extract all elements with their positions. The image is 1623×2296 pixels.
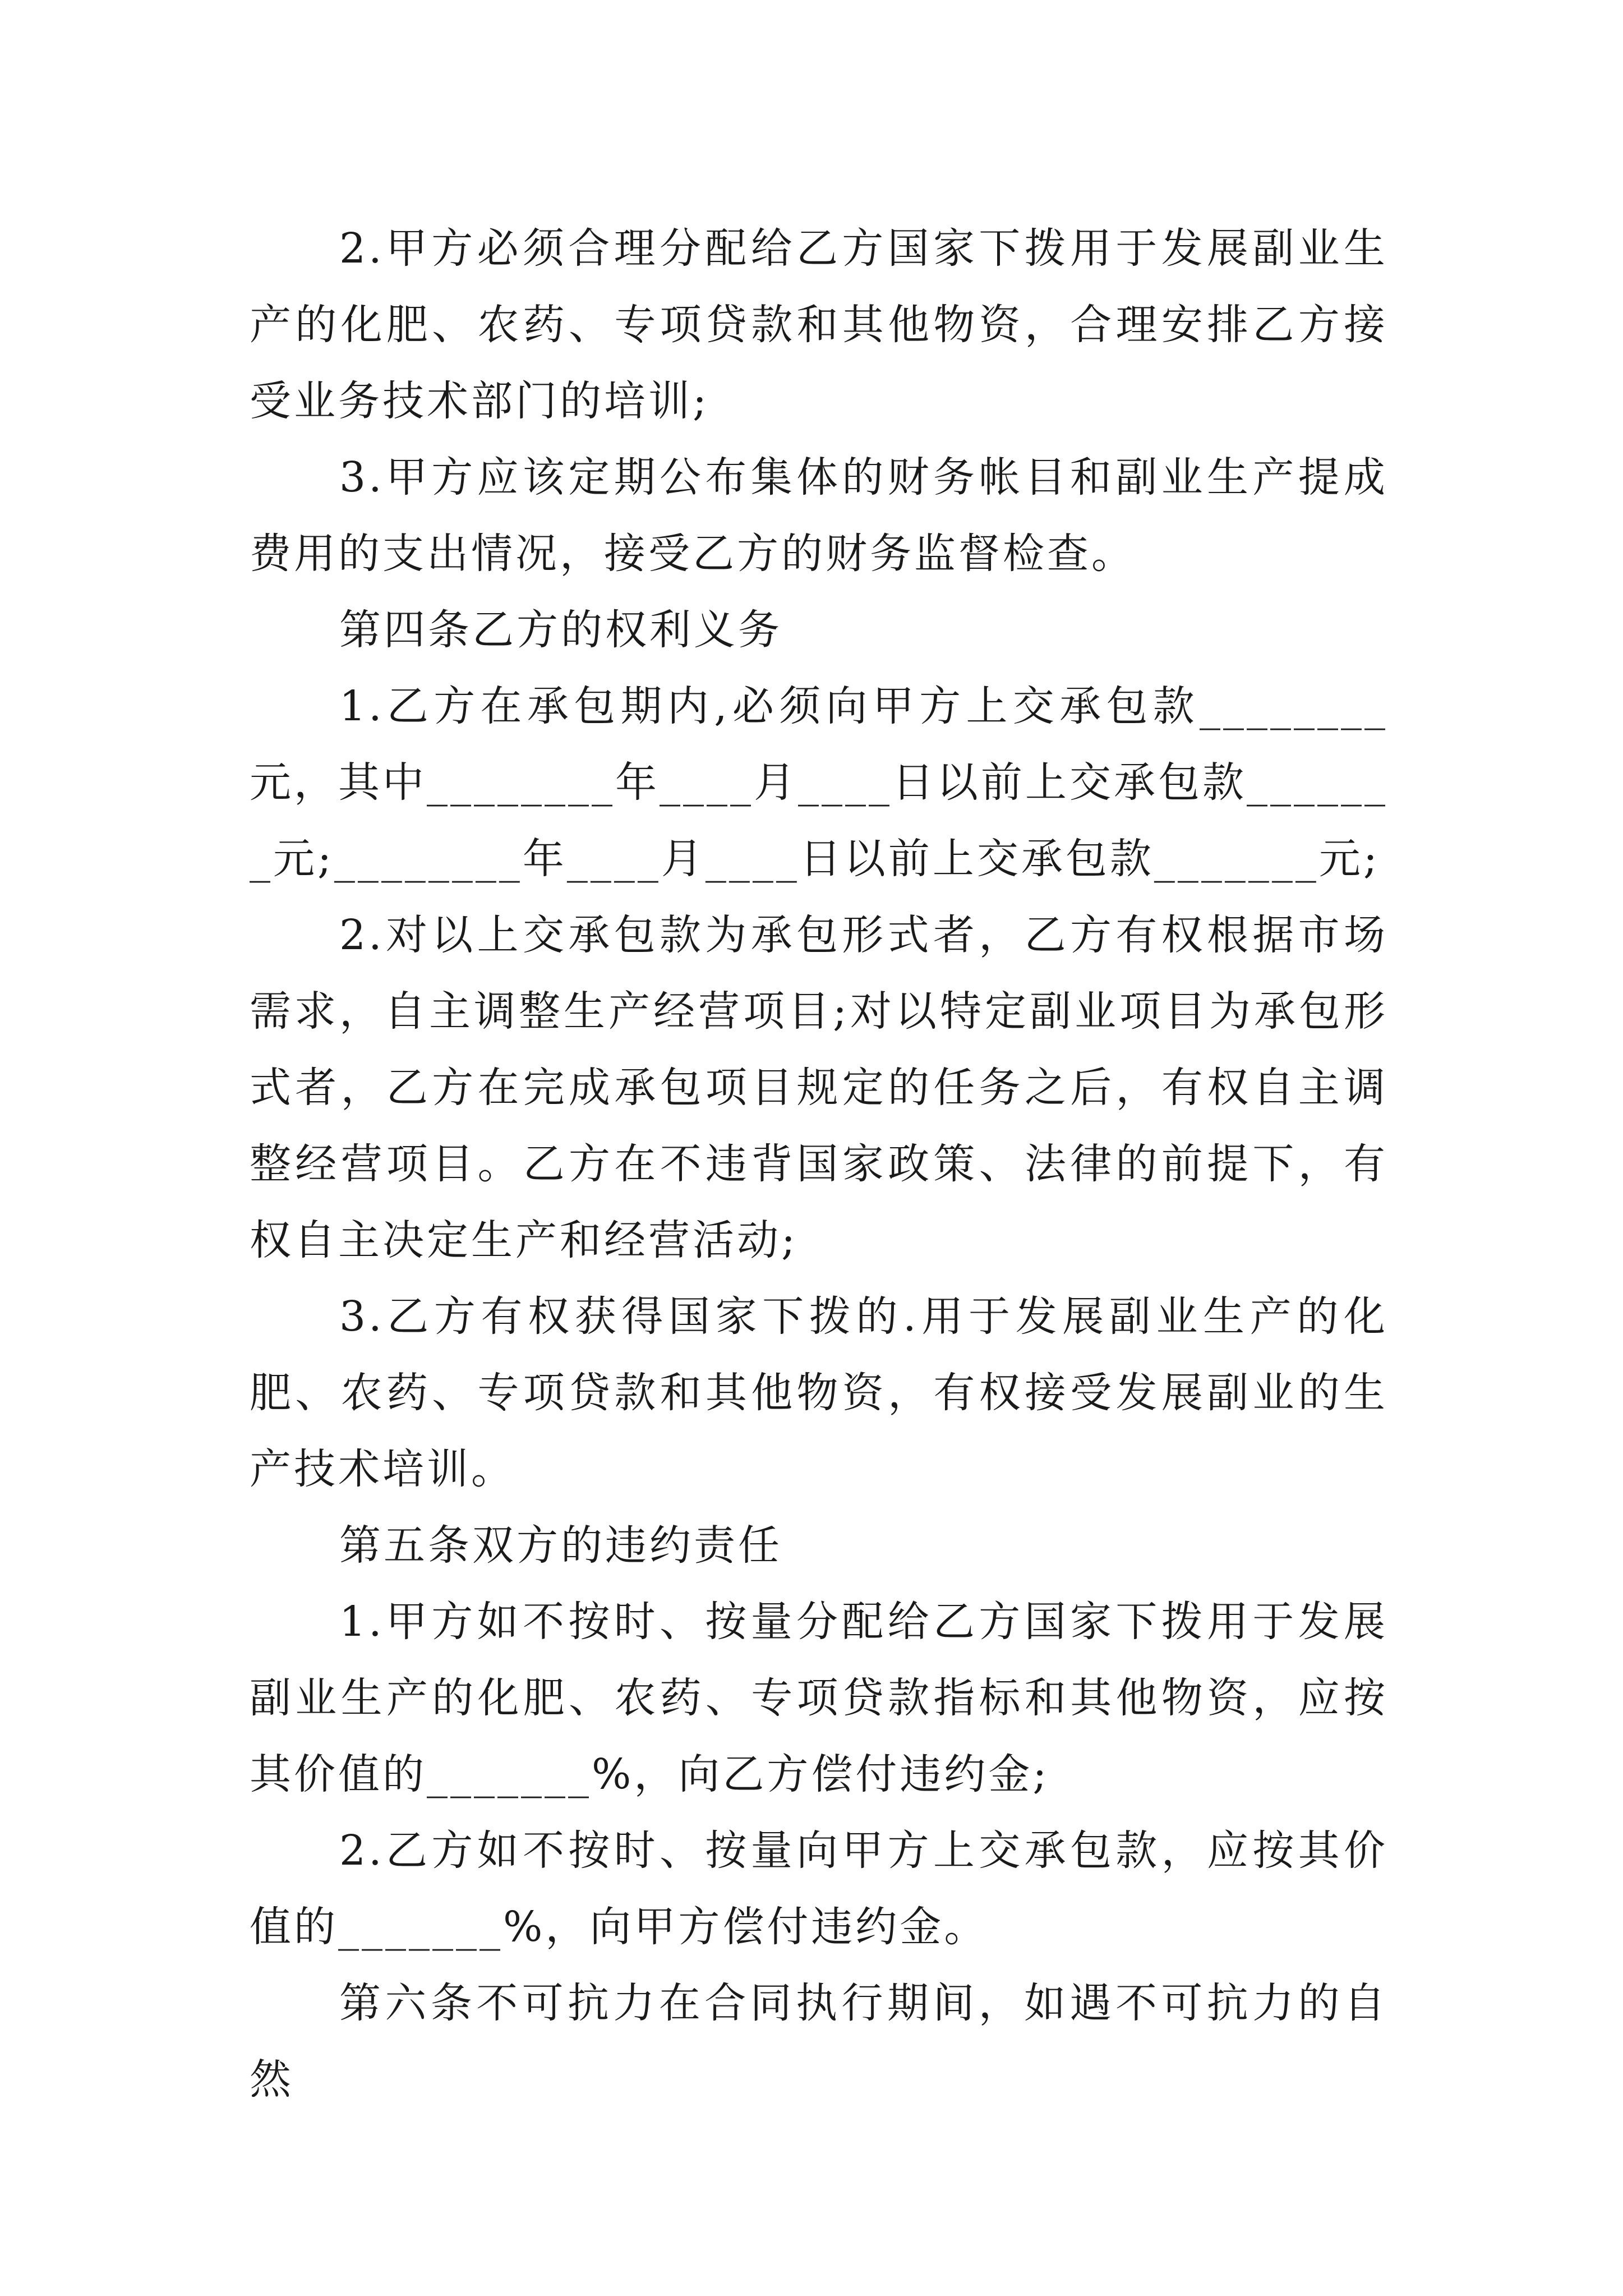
clause-4-item-3: 3.乙方有权获得国家下拨的.用于发展副业生产的化肥、农药、专项贷款和其他物资，有权接受发展副业的生产技术培训。: [250, 1292, 1388, 1493]
clause-5-item-1: 1.甲方如不按时、按量分配给乙方国家下拨用于发展副业生产的化肥、农药、专项贷款指标和其他物资，应按其价值的_______%，向乙方偿付违约金;: [250, 1598, 1388, 1798]
clause-4-heading: 第四条乙方的权利义务: [339, 606, 782, 654]
document-page: [250, 210, 1388, 2118]
clause-5-heading: 第五条双方的违约责任: [339, 1521, 782, 1570]
clause-4-item-2: 2.对以上交承包款为承包形式者，乙方有权根据市场需求，自主调整生产经营项目;对以特定副业项目为承包形式者，乙方在完成承包项目规定的任务之后，有权自主调整经营项目。乙方在不违背国家政策、法律的前提下，有权自主决定生产和经营活动;: [250, 911, 1388, 1264]
clause-3-item-2: 2.甲方必须合理分配给乙方国家下拨用于发展副业生产的化肥、农药、专项贷款和其他物资，合理安排乙方接受业务技术部门的培训;: [250, 224, 1388, 425]
clause-4-item-1: 1.乙方在承包期内,必须向甲方上交承包款________元，其中________年____月____日以前上交承包款_______元;________年____月____日以前上交承包款_______元;: [250, 682, 1388, 883]
clause-3-item-3: 3.甲方应该定期公布集体的财务帐目和副业生产提成费用的支出情况，接受乙方的财务监督检查。: [250, 453, 1388, 578]
clause-6-start: 第六条不可抗力在合同执行期间，如遇不可抗力的自然: [250, 1979, 1388, 2104]
clause-5-item-2: 2.乙方如不按时、按量向甲方上交承包款，应按其价值的_______%，向甲方偿付违约金。: [250, 1826, 1388, 1951]
